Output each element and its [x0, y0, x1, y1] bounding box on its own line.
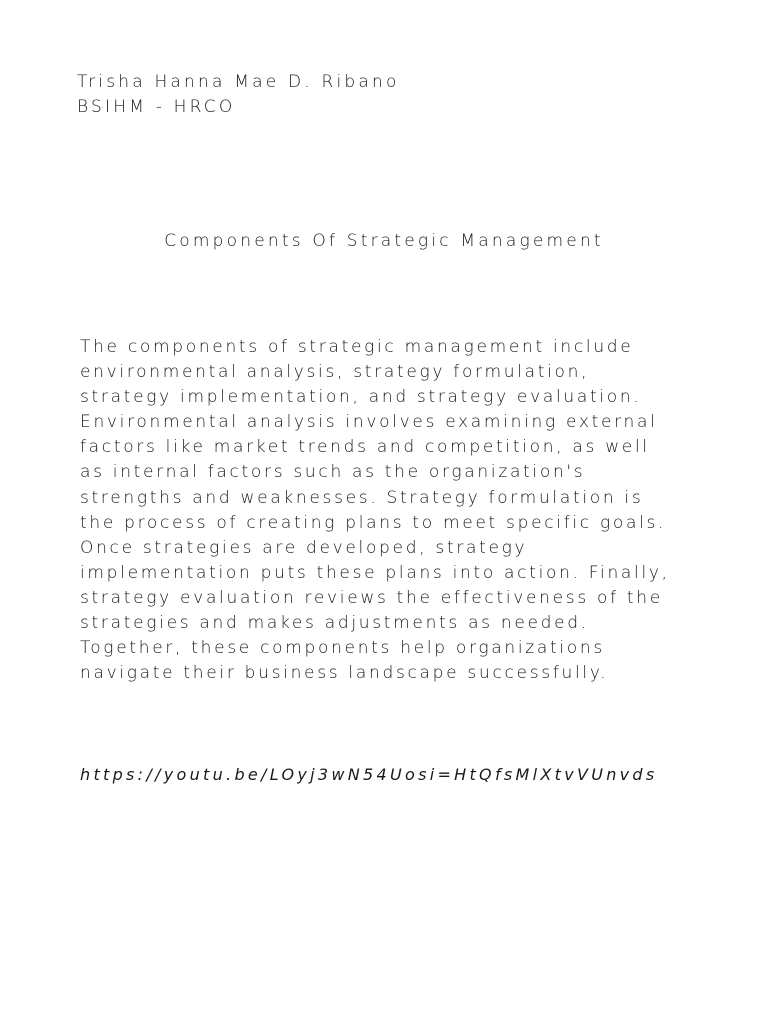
body-line: the process of creating plans to meet specific goals.	[80, 512, 667, 533]
author-program: BSIHM - HRCO	[77, 97, 236, 117]
body-line: strategy evaluation reviews the effectiveness of the	[80, 587, 663, 608]
body-paragraph	[80, 335, 720, 686]
body-line: navigate their business landscape successfully.	[80, 663, 609, 684]
reference-link: https://youtu.be/LOyj3wN54Uosi=HtQfsMlXtvVUnvds	[80, 765, 658, 784]
body-line: strengths and weaknesses. Strategy formulation is	[80, 487, 644, 508]
author-header	[77, 70, 400, 120]
body-line: as internal factors such as the organization's	[80, 462, 586, 483]
document-title: Components Of Strategic Management	[164, 231, 604, 251]
author-name: Trisha Hanna Mae D. Ribano	[77, 72, 400, 92]
body-line: strategies and makes adjustments as needed.	[80, 613, 589, 634]
body-line: environmental analysis, strategy formulation,	[80, 362, 590, 383]
body-line: factors like market trends and competition, as well	[80, 437, 650, 458]
body-line: Environmental analysis involves examining external	[80, 412, 658, 433]
body-line: strategy implementation, and strategy evaluation.	[80, 387, 642, 408]
body-line: Once strategies are developed, strategy	[80, 537, 528, 558]
body-line: implementation puts these plans into action. Finally,	[80, 562, 670, 583]
body-line: The components of strategic management include	[80, 337, 634, 357]
body-line: Together, these components help organizations	[80, 638, 605, 659]
